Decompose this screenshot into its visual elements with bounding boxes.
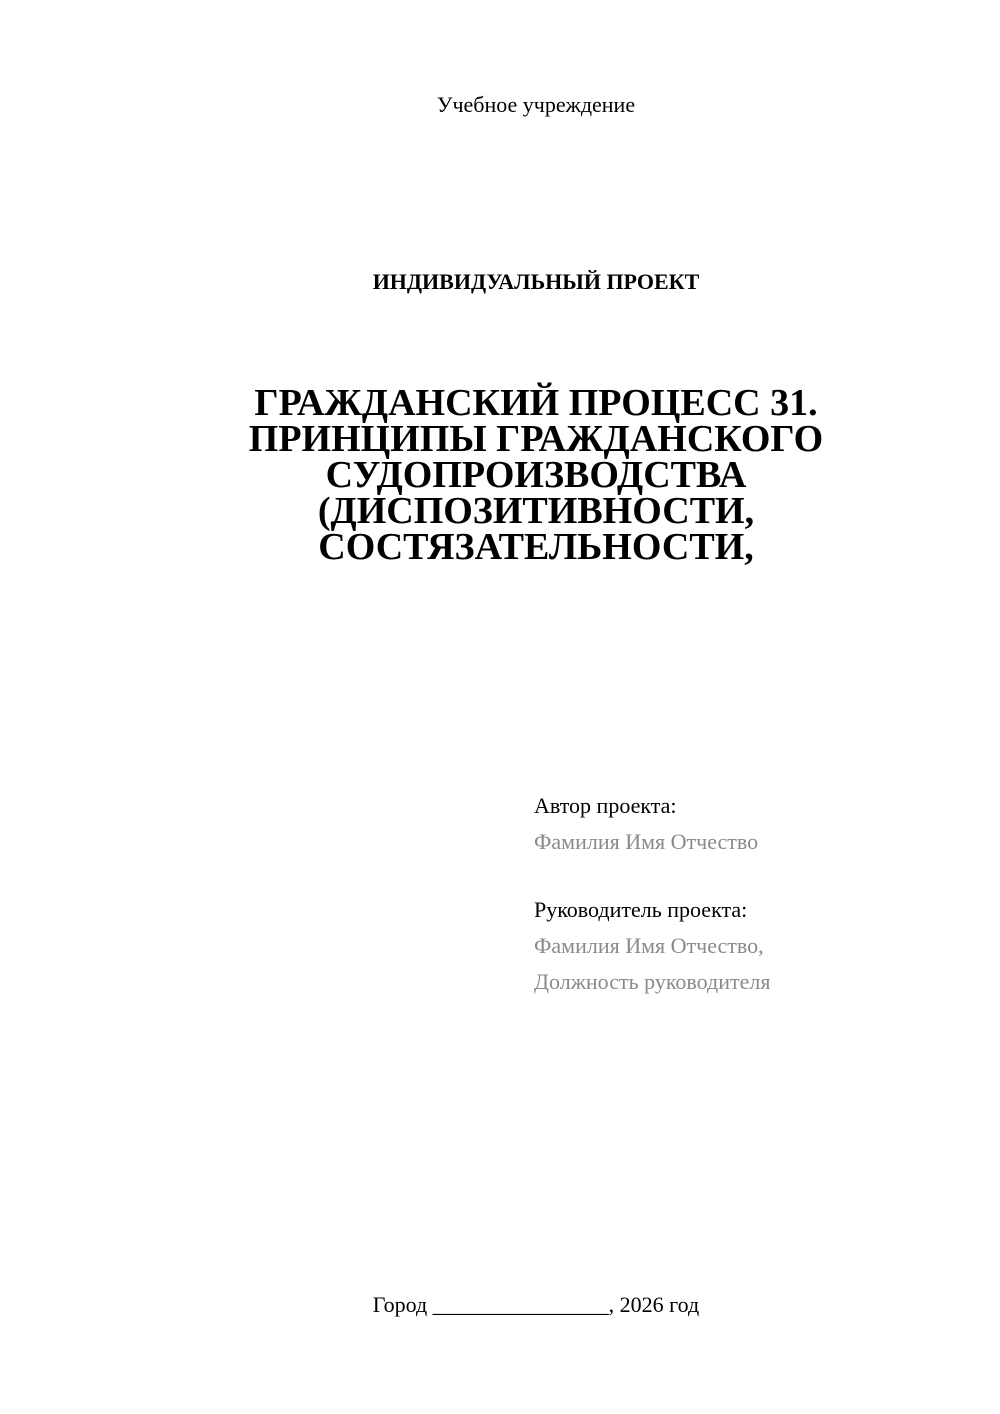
project-title <box>200 382 872 568</box>
title-line: СУДОПРОИЗВОДСТВА <box>325 454 747 496</box>
city-year-line: Город ________________, 2026 год <box>372 1292 700 1317</box>
spacer <box>534 860 974 892</box>
institution-name: Учебное учреждение <box>436 92 636 117</box>
author-label: Автор проекта: <box>534 793 677 818</box>
author-name: Фамилия Имя Отчество <box>534 829 759 854</box>
supervisor-label: Руководитель проекта: <box>534 897 748 922</box>
title-line: ГРАЖДАНСКИЙ ПРОЦЕСС 31. <box>254 382 818 424</box>
title-line: СОСТЯЗАТЕЛЬНОСТИ, <box>318 526 754 568</box>
title-line: (ДИСПОЗИТИВНОСТИ, <box>317 490 755 532</box>
document-type: ИНДИВИДУАЛЬНЫЙ ПРОЕКТ <box>372 269 700 294</box>
title-line: ПРИНЦИПЫ ГРАЖДАНСКОГО <box>248 418 824 460</box>
supervisor-position: Должность руководителя <box>534 969 771 994</box>
project-people <box>534 788 974 1000</box>
supervisor-name: Фамилия Имя Отчество, <box>534 933 764 958</box>
